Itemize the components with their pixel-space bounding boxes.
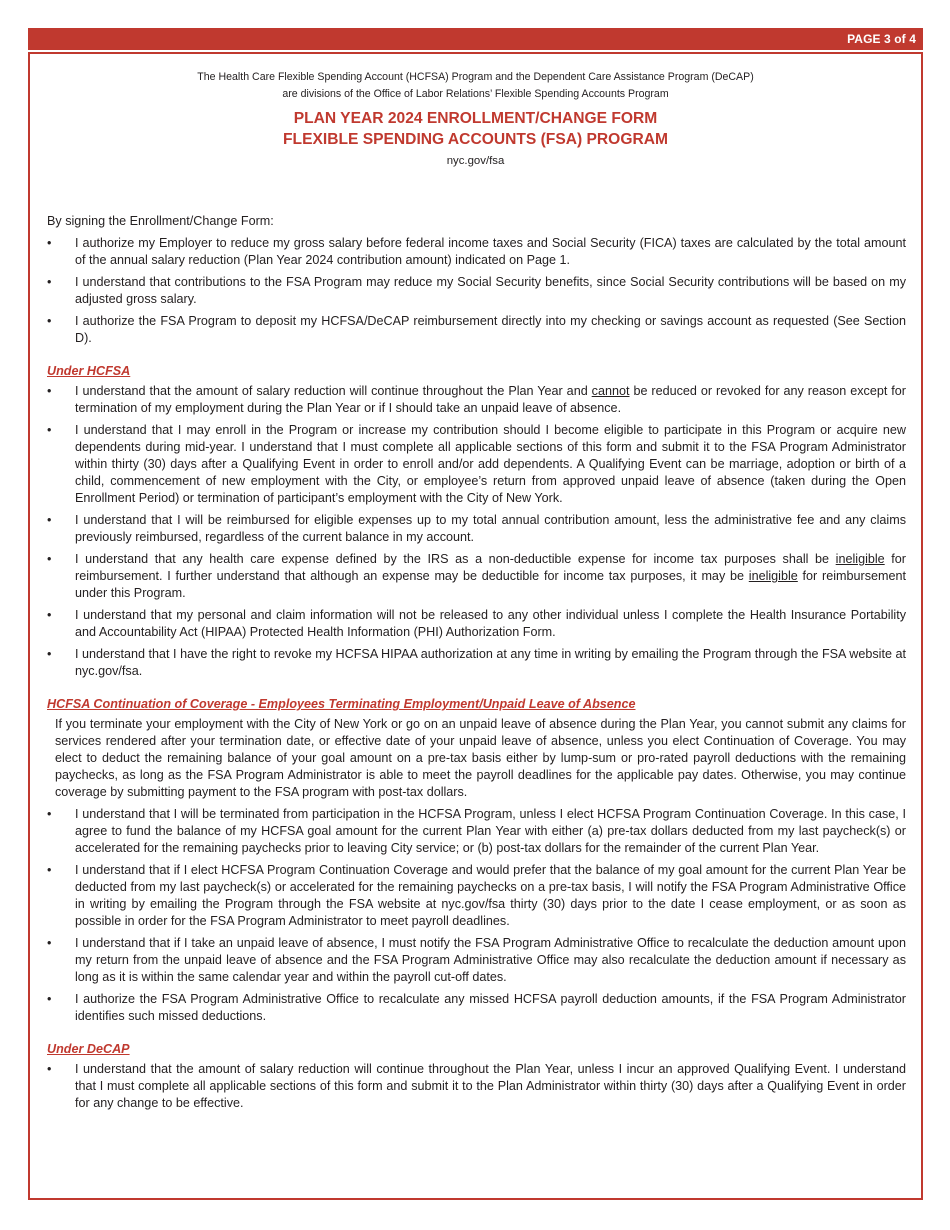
list-item-text: I understand that if I elect HCFSA Program Continuation Coverage and would prefer that the balance of my goal amount for the current Plan Year be deducted from my last paycheck(s) or accelerated for the remaining paychecks on a pre-tax basis, I will notify the FSA Program Administrative Office in writing by emailing the Program through the FSA website at nyc.gov/fsa thirty (30) days prior to the date I cease employment, or as soon as possible in order for the FSA Program Administrator to meet payroll deadlines. [75, 863, 906, 928]
text-part: for reimbursement. I further understand that although an expense may be deductible for income tax purposes, it may be [75, 552, 907, 583]
list-item-text: I understand that I may enroll in the Program or increase my contribution should I become eligible to participate in this Program or acquire new dependents during mid-year. I understand that I must complete all applicable sections of this form and submit it to the FSA Program Administrator within thirty (30) days after a Qualifying Event in order to enroll and/or add dependents. A Qualifying Event can be marriage, adoption or birth of a child, commencement of new employment with the City, or employee’s return from approved unpaid leave of absence (taken during the Open Enrollment Period) or termination of participant’s employment with the City of New York. [75, 423, 906, 505]
intro-list [47, 235, 906, 347]
bullet: • [47, 807, 52, 821]
list-item-text: I understand that I have the right to revoke my HCFSA HIPAA authorization at any time in writing by emailing the Program through the FSA website at nyc.gov/fsa. [75, 647, 906, 678]
text-part: be reduced or revoked for any reason except for termination of my employment during the Plan Year or if I should take an unpaid leave of absence. [75, 384, 906, 415]
form-header [30, 69, 921, 167]
list-item-text: I authorize the FSA Program Administrative Office to recalculate any missed HCFSA payroll deduction amounts, if the FSA Program Administrator identifies such missed deductions. [75, 992, 906, 1023]
page-number: PAGE 3 of 4 [847, 32, 916, 46]
header-line-2: are divisions of the Office of Labor Relations’ Flexible Spending Accounts Program [282, 88, 669, 100]
bullet: • [47, 275, 52, 289]
text-part: I understand that the amount of salary reduction will continue throughout the Plan Year and [75, 384, 592, 398]
list-item [47, 935, 906, 986]
section-heading-hcfsa: Under HCFSA [47, 364, 131, 378]
list-item [47, 607, 906, 641]
list-item [47, 422, 906, 507]
bullet: • [47, 863, 52, 877]
program-url: nyc.gov/fsa [446, 155, 505, 167]
list-item [47, 512, 906, 546]
continuation-list [47, 806, 906, 1025]
section-heading-continuation: HCFSA Continuation of Coverage - Employees Terminating Employment/Unpaid Leave of Absence [47, 697, 636, 711]
list-item-text: I authorize the FSA Program to deposit my HCFSA/DeCAP reimbursement directly into my checking or savings account as requested (See Section D). [75, 314, 906, 345]
bullet: • [47, 423, 52, 437]
list-item-text: I understand that I will be terminated from participation in the HCFSA Program, unless I elect HCFSA Program Continuation Coverage. In this case, I agree to fund the balance of my HCFSA goal amount for the current Plan Year with either (a) pre-tax dollars deducted from my last paycheck(s) or accelerated for the remaining paychecks prior to leaving City service; or (b) post-tax dollars for the remainder of the current Plan Year. [75, 807, 906, 855]
underlined-term: ineligible [835, 552, 885, 566]
list-item [47, 1061, 906, 1112]
section-heading-decap: Under DeCAP [47, 1042, 130, 1056]
bullet: • [47, 1062, 52, 1076]
list-item [47, 806, 906, 857]
list-item-text: I understand that contributions to the FSA Program may reduce my Social Security benefits, since Social Security contributions will be based on my adjusted gross salary. [75, 275, 906, 306]
hcfsa-list [47, 383, 906, 680]
form-subtitle: FLEXIBLE SPENDING ACCOUNTS (FSA) PROGRAM [283, 131, 668, 148]
list-item [47, 551, 906, 602]
list-item-text: I understand that my personal and claim information will not be released to any other individual unless I complete the Health Insurance Portability and Accountability Act (HIPAA) Protected Health Information (PHI) Authorization Form. [75, 608, 906, 639]
underlined-term: cannot [591, 384, 630, 398]
list-item [47, 862, 906, 930]
list-item [47, 383, 906, 417]
bullet: • [47, 647, 52, 661]
list-item-text: I authorize my Employer to reduce my gross salary before federal income taxes and Social Security (FICA) taxes are calculated by the total amount of the annual salary reduction (Plan Year 2024 contribution amount) indicated on Page 1. [75, 236, 906, 267]
decap-list [47, 1061, 906, 1112]
bullet: • [47, 552, 52, 566]
underlined-term: ineligible [748, 569, 798, 583]
bullet: • [47, 608, 52, 622]
top-bar [28, 28, 923, 50]
list-item [47, 274, 906, 308]
bullet: • [47, 513, 52, 527]
bullet: • [47, 384, 52, 398]
list-item [47, 235, 906, 269]
form-frame [28, 52, 923, 1200]
list-item [47, 646, 906, 680]
list-item [47, 313, 906, 347]
bullet: • [47, 314, 52, 328]
list-item [47, 991, 906, 1025]
header-line-1: The Health Care Flexible Spending Account (HCFSA) Program and the Dependent Care Assistance Program (DeCAP) [197, 71, 754, 83]
list-item-text: I understand that if I take an unpaid leave of absence, I must notify the FSA Program Administrative Office to recalculate the deduction amount upon my return from the unpaid leave of absence and the FSA Program Administrative Office may also recalculate the deduction amount if necessary as long as it is within the same calendar year and within the payroll cut-off dates. [75, 936, 906, 984]
bullet: • [47, 992, 52, 1006]
continuation-paragraph: If you terminate your employment with the City of New York or go on an unpaid leave of absence during the Plan Year, you cannot submit any claims for services rendered after your termination date, or effective date of your unpaid leave of absence, unless you elect Continuation of Coverage. You may elect to deduct the remaining balance of your goal amount on a pre-tax basis either by lump-sum or pro-rated payroll deductions with the remaining paychecks, as long as the FSA Program Administrator is able to meet the payroll deadlines for the applicable pay dates. Otherwise, you may continue coverage by submitting payment to the FSA program with post-tax dollars. [55, 717, 906, 799]
text-part: I understand that any health care expense defined by the IRS as a non-deductible expense for income tax purposes shall be [75, 552, 836, 566]
bullet: • [47, 936, 52, 950]
form-title: PLAN YEAR 2024 ENROLLMENT/CHANGE FORM [293, 110, 658, 127]
list-item-text: I understand that the amount of salary reduction will continue throughout the Plan Year, unless I incur an approved Qualifying Event. I understand that I must complete all applicable sections of this form and submit it to the Plan Administrator within thirty (30) days after a Qualifying Event in order for any change to be effective. [75, 1062, 906, 1110]
bullet: • [47, 236, 52, 250]
form-body [47, 213, 906, 1117]
text-part: for reimbursement under this Program. [75, 569, 907, 600]
intro-lead: By signing the Enrollment/Change Form: [47, 214, 274, 228]
list-item-text: I understand that I will be reimbursed for eligible expenses up to my total annual contribution amount, less the administrative fee and any claims previously reimbursed, regardless of the current balance in my account. [75, 513, 906, 544]
